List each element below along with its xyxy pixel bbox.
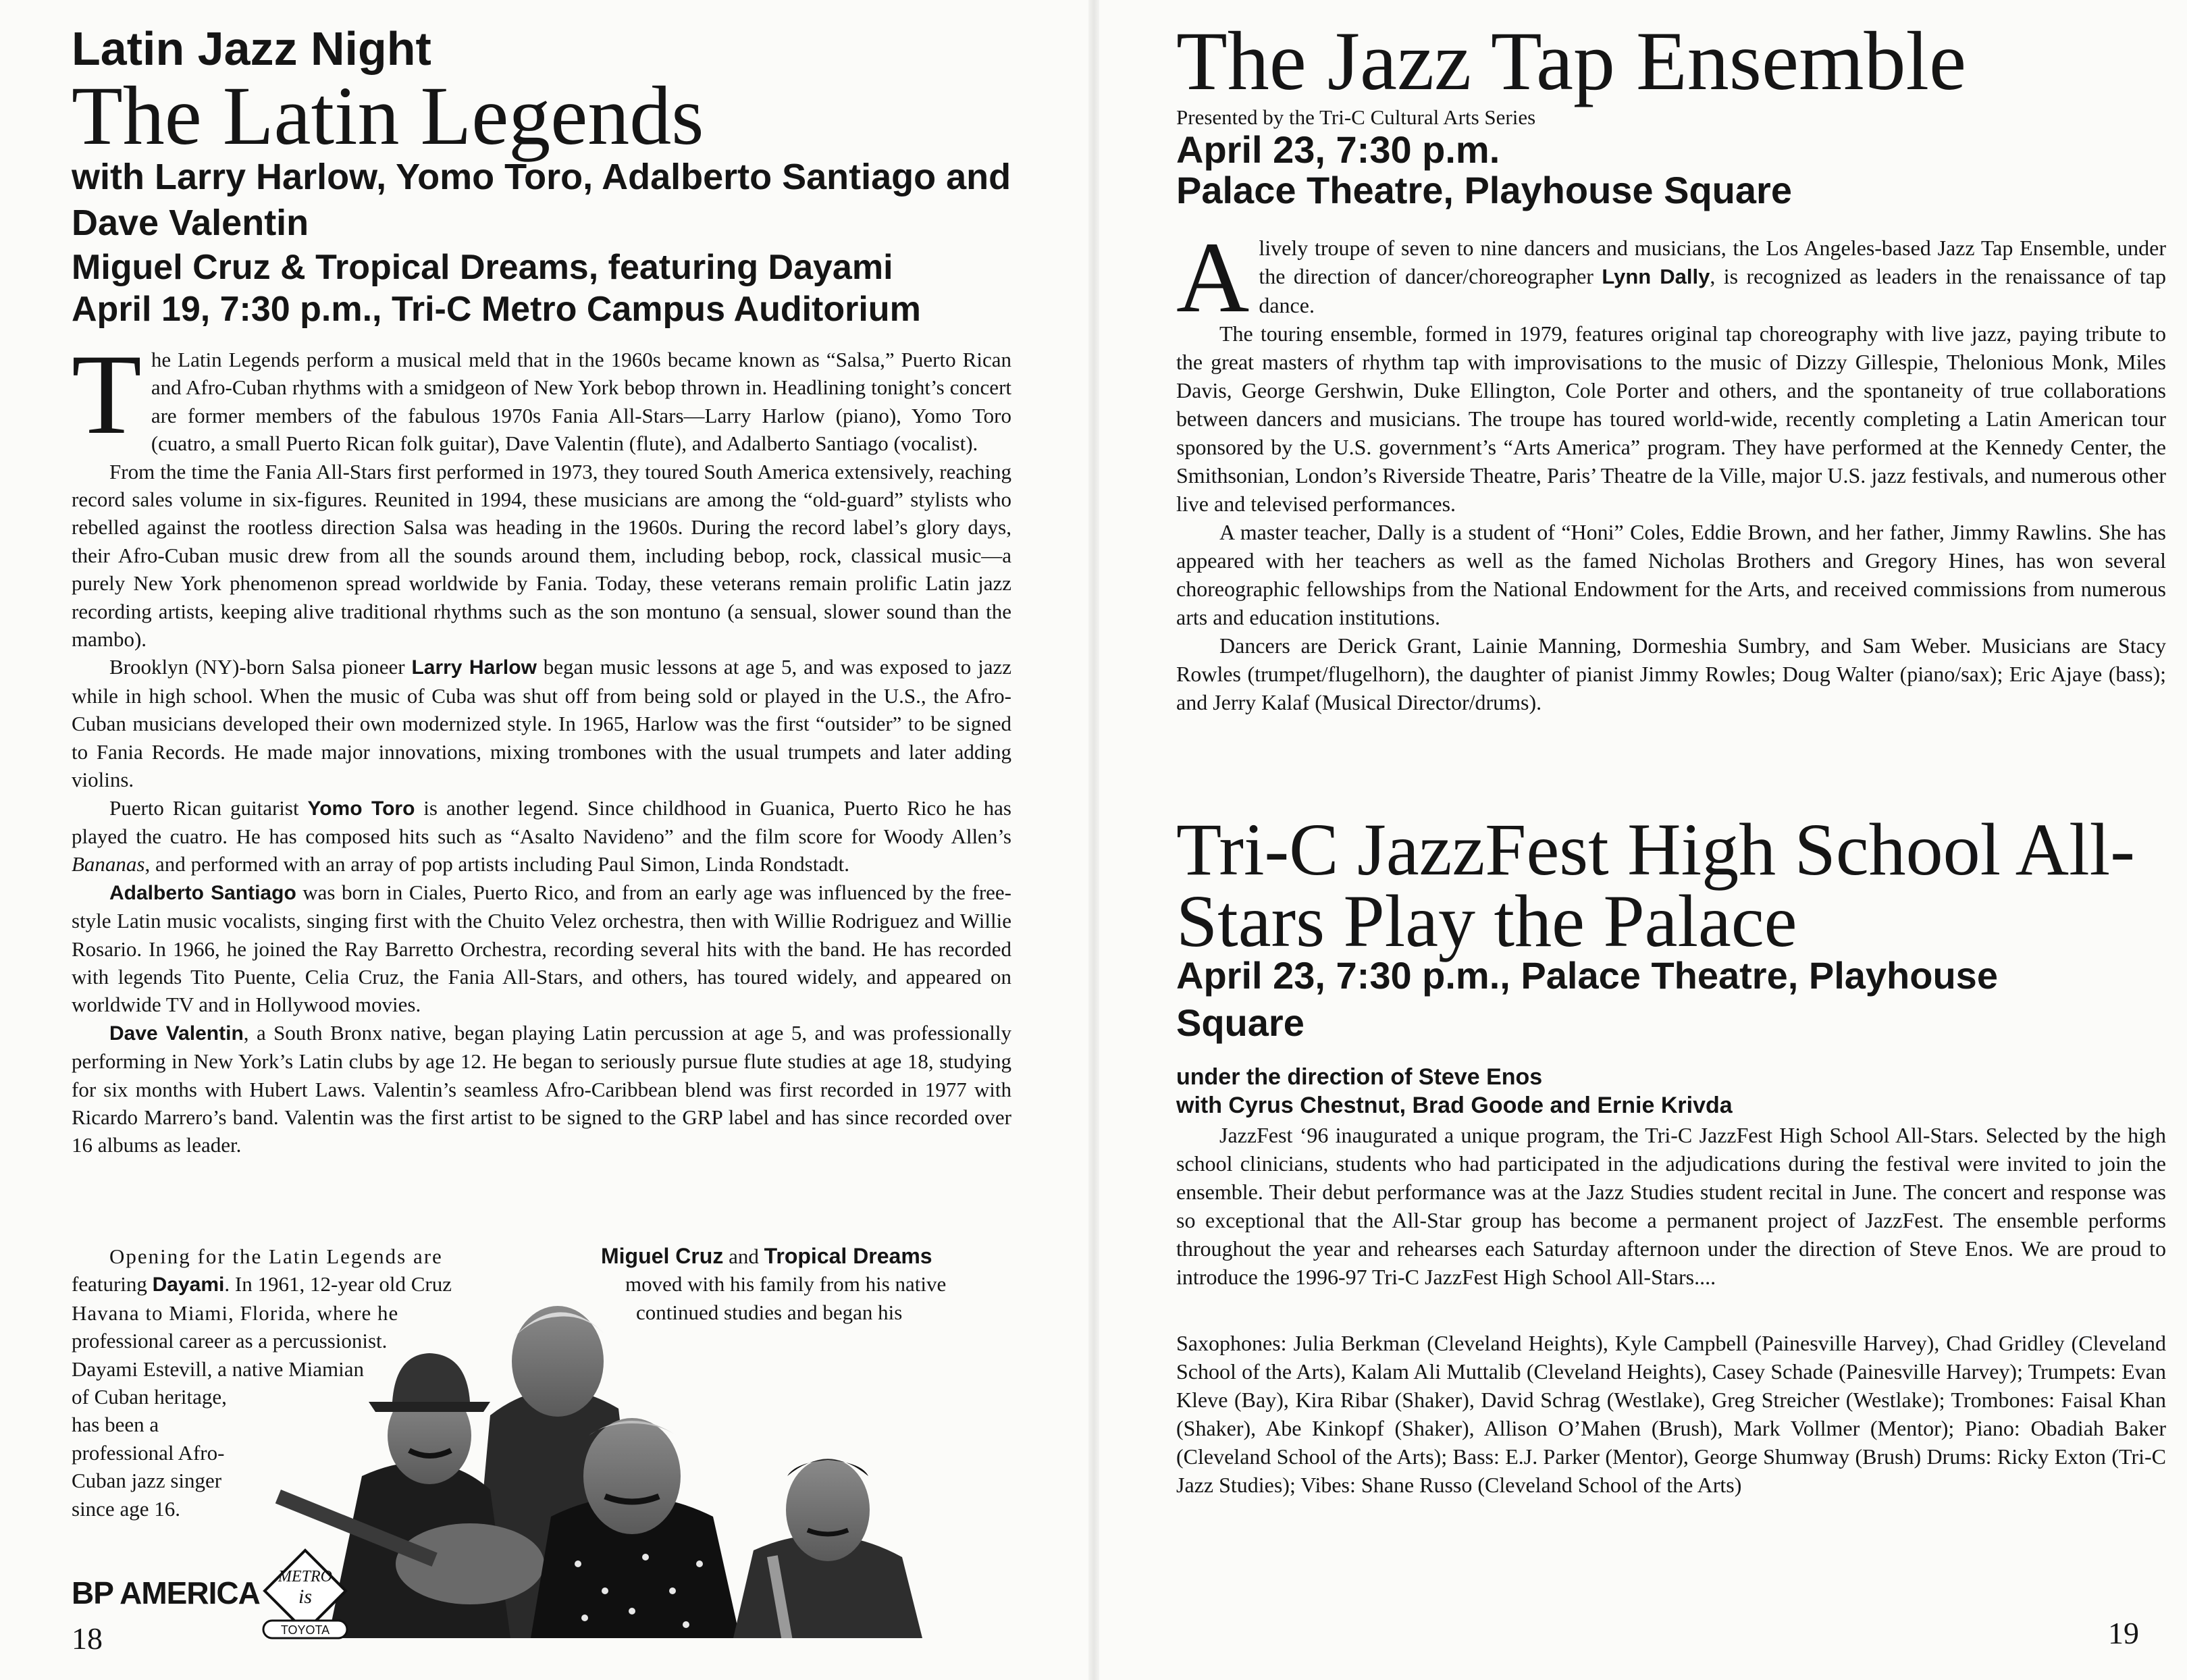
text: , a South Bronx native, began playing Latin percussion at age 5, and was professionally performing in New York’s Latin clubs by age 12. He began to seriously pursue flute studies at age 18, studying for six months with Hubert Laws. Valentin’s seamless Afro-Caribbean blend was first recorded in 1977 with Ricardo Marrero’s band. Valentin was the first artist to be signed to the GRP label and has since recorded over 16 albums as leader. (72, 1020, 1011, 1157)
artist-name: Larry Harlow (411, 656, 537, 679)
right-page (1094, 0, 2187, 1680)
text-line: has been a (72, 1413, 159, 1437)
article-body (72, 331, 1012, 1159)
opening-act-line: Miguel Cruz & Tropical Dreams, featuring Dayami (72, 248, 893, 287)
event-date: April 23, 7:30 p.m. (1176, 128, 1500, 171)
metro-toyota-logo (251, 1546, 359, 1641)
artist-name: Lynn Dally (1602, 265, 1710, 288)
text-line: Opening for the Latin Legends are (109, 1244, 443, 1268)
roster-list: Saxophones: Julia Berkman (Cleveland Heights), Kyle Campbell (Painesville Harvey), Chad Gridley (Cleveland School of the Arts), Kalam Ali Muttalib (Cleveland Heights), Casey Schade (Painesville Harvey); Trumpets: Evan Kleve (Bay), Kira Ribar (Shaker), David Schrag (Westlake), Greg Streicher (Westlake); Trombones: Faisal Khan (Shaker), Abe Kinkopf (Shaker), Allison O’Mahen (Brush), Mark Vollmer (Mentor); Piano: Obadiah Baker (Cleveland School of the Arts); Bass: E.J. Parker (Mentor), George Shumway (Brush) Drums: Ricky Exton (Tri-C Jazz Studies); Vibes: Shane Russo (Cleveland School of the Arts) (1176, 1331, 2166, 1497)
text: Puerto Rican guitarist (109, 795, 308, 820)
paragraph-allstars: JazzFest ‘96 inaugurated a unique program, the Tri-C JazzFest High School All-Stars. Selected by the high school clinicians, students who had participated in the adjudications during the festival were invited to join the ensemble. Their debut performance was at the Jazz Studies student recital in June. The concert and response was so exceptional that the All-Star group has become a permanent project of JazzFest. The ensemble performs throughout the year and rehearses each Saturday afternoon under the direction of Steve Enos. We are proud to introduce the 1996-97 Tri-C JazzFest High School All-Stars.... (1176, 1123, 2166, 1289)
text: was born in Ciales, Puerto Rico, and from an early age was influenced by the free-style Latin music vocalists, singing first with the Chuito Velez orchestra, then with Willie Rodriguez and Willie Rosario. In 1966, he joined the Ray Barretto Orchestra, recording several hits with the band. He has recorded with legends Tito Puente, Celia Cruz, the Fania All-Stars, and others, has toured widely, and appeared on worldwide TV and in Hollywood movies. (72, 880, 1012, 1017)
artist-name: Yomo Toro (307, 797, 415, 820)
text: , and performed with an array of pop artists including Paul Simon, Linda Rondstadt. (144, 852, 849, 876)
page-number: 19 (2108, 1616, 2139, 1650)
text: featuring (72, 1272, 153, 1296)
event-kicker: Latin Jazz Night (72, 22, 431, 75)
film-title: Bananas (72, 852, 145, 876)
event-title: The Latin Legends (72, 70, 704, 162)
paragraph-members: Dancers are Derick Grant, Lainie Manning, Dormeshia Sumbry, and Sam Weber. Musicians are Stacy Rowles (trumpet/flugelhorn), the daughter of pianist Jimmy Rowles; Doug Walter (piano/sax); Eric Ajaye (bass); and Jerry Kalaf (Musical Director/drums). (1176, 633, 2166, 714)
artist-name: Miguel Cruz (601, 1244, 724, 1268)
artist-name: Dayami (152, 1274, 225, 1296)
text: began music lessons at age 5, and was exposed to jazz while in high school. When the music of Cuba was shut off from being sold or played in the U.S., the Afro-Cuban musicians developed their own modernized style. In 1965, Harlow was the first “outsider” to be signed to Fania Records. He made major innovations, mixing trombones with the usual trumpets and later adding violins. (72, 655, 1012, 792)
paragraph-text: he Latin Legends perform a musical meld that in the 1960s became known as “Salsa,” Puerto Rican and Afro-Cuban rhythms with a smidgeon of New York bebop thrown in. Headlining tonight’s concert are former members of the fabulous 1970s Fania All-Stars—Larry Harlow (piano), Yomo Toro (cuatro, a small Puerto Rican folk guitar), Dave Valentin (flute), and Adalberto Santiago (vocalist). (151, 348, 1011, 456)
text-line: professional Afro- (72, 1440, 225, 1465)
drop-cap: T (72, 331, 142, 458)
director-line: under the direction of Steve Enos (1176, 1064, 1543, 1090)
text: is another legend. Since childhood in Guanica, Puerto Rico he has played the cuatro. He has composed hits such as “Asalto Navideno” and the film score for Woody Allen’s (72, 795, 1011, 848)
paragraph-toro (72, 794, 1011, 878)
text-line: of Cuban heritage, (72, 1385, 227, 1409)
text-line: since age 16. (72, 1496, 180, 1521)
paragraph-dally: A master teacher, Dally is a student of “Honi” Coles, Eddie Brown, and her father, Jimmy Rawlins. She has appeared with her teachers as well as the famed Nicholas Brothers and Gregory Hines, has won several choreographic fellowships from the National Endowment for the Arts, and received commissions from numerous arts and education institutions. (1176, 520, 2166, 629)
drop-cap: A (1176, 221, 1250, 334)
artist-name: Adalberto Santiago (109, 881, 296, 904)
band-photo (267, 1274, 1017, 1638)
text: lively troupe of seven to nine dancers and musicians, the Los Angeles-based Jazz Tap Ensemble, under the direction of dancer/choreographer (1259, 236, 2166, 288)
paragraph-ensemble: The touring ensemble, formed in 1979, features original tap choreography with live jazz, paying tribute to the great masters of rhythm tap with improvisations to the music of Dizzy Gillespie, Thelonious Monk, Miles Davis, George Gershwin, Duke Ellington, Cole Porter and others, and the spontaneity of true collaborations between dancers and musicians. The troupe has toured world-wide, recently completing a Latin American tour sponsored by the U.S. government’s “Arts America” program. They have performed at the Kennedy Center, the Smithsonian, London’s Riverside Theatre, Paris’ Theatre de la Ville, major U.S. jazz festivals, and numerous other live and televised performances. (1176, 321, 2166, 516)
date-venue-line: April 19, 7:30 p.m., Tri-C Metro Campus Auditorium (72, 290, 921, 329)
text: . In 1961, 12-year old Cruz (224, 1272, 452, 1296)
section-title: Tri-C JazzFest High School All-Stars Play the Palace (1176, 808, 2135, 962)
paragraph-intro (1176, 221, 2166, 334)
paragraph-intro (72, 331, 1011, 458)
text-line: Cuban jazz singer (72, 1469, 222, 1493)
paragraph-history: From the time the Fania All-Stars first performed in 1973, they toured South America extensively, reaching record sales volume in six-figures. Reunited in 1994, these musicians are among the “old-guard” stylists who rebelled against the rootless direction Salsa was heading in the 1960s. During the record label’s glory days, their Afro-Cuban music drew from all the sounds around them, including bebop, rock, classical music—a purely New York phenomenon spread worldwide by Fania. Today, these veterans remain prolific Latin jazz recording artists, keeping alive traditional rhythms such as the son montuno (a sensual, slower sound than the mambo). (72, 459, 1011, 652)
paragraph-santiago (72, 878, 1011, 1019)
event-venue: Palace Theatre, Playhouse Square (1176, 169, 1792, 211)
allstars-body (1176, 1121, 2166, 1291)
metro-text: METRO (278, 1568, 332, 1585)
text-line (601, 1242, 1020, 1270)
is-text: is (298, 1585, 313, 1608)
presenter-line: Presented by the Tri-C Cultural Arts Series (1176, 105, 1536, 129)
paragraph-harlow (72, 653, 1011, 793)
performers-line: with Larry Harlow, Yomo Toro, Adalberto Santiago and Dave Valentin (72, 157, 1011, 243)
guests-line: with Cyrus Chestnut, Brad Goode and Ernie Krivda (1176, 1093, 1733, 1118)
event-title: The Jazz Tap Ensemble (1176, 15, 1967, 107)
text-line: continued studies and began his (636, 1300, 903, 1324)
section-date-venue: April 23, 7:30 p.m., Palace Theatre, Playhouse Square (1176, 954, 1998, 1044)
text: , is recognized as leaders in the renaissance of tap dance. (1259, 264, 2166, 317)
page-number: 18 (72, 1621, 103, 1656)
paragraph-valentin (72, 1019, 1011, 1159)
bp-america-logo: BP AMERICA (72, 1575, 260, 1610)
text-line: moved with his family from his native (625, 1272, 947, 1296)
band-name: Tropical Dreams (764, 1244, 932, 1268)
text-line: Dayami Estevill, a native Miamian (72, 1357, 365, 1381)
article-body (1176, 221, 2166, 716)
toyota-text: TOYOTA (280, 1623, 330, 1637)
artist-name: Dave Valentin (109, 1022, 244, 1045)
text-line: professional career as a percussionist. (72, 1329, 388, 1353)
text: Brooklyn (NY)-born Salsa pioneer (109, 655, 412, 679)
text-line: Havana to Miami, Florida, where he (72, 1301, 399, 1325)
text: and (723, 1244, 764, 1268)
